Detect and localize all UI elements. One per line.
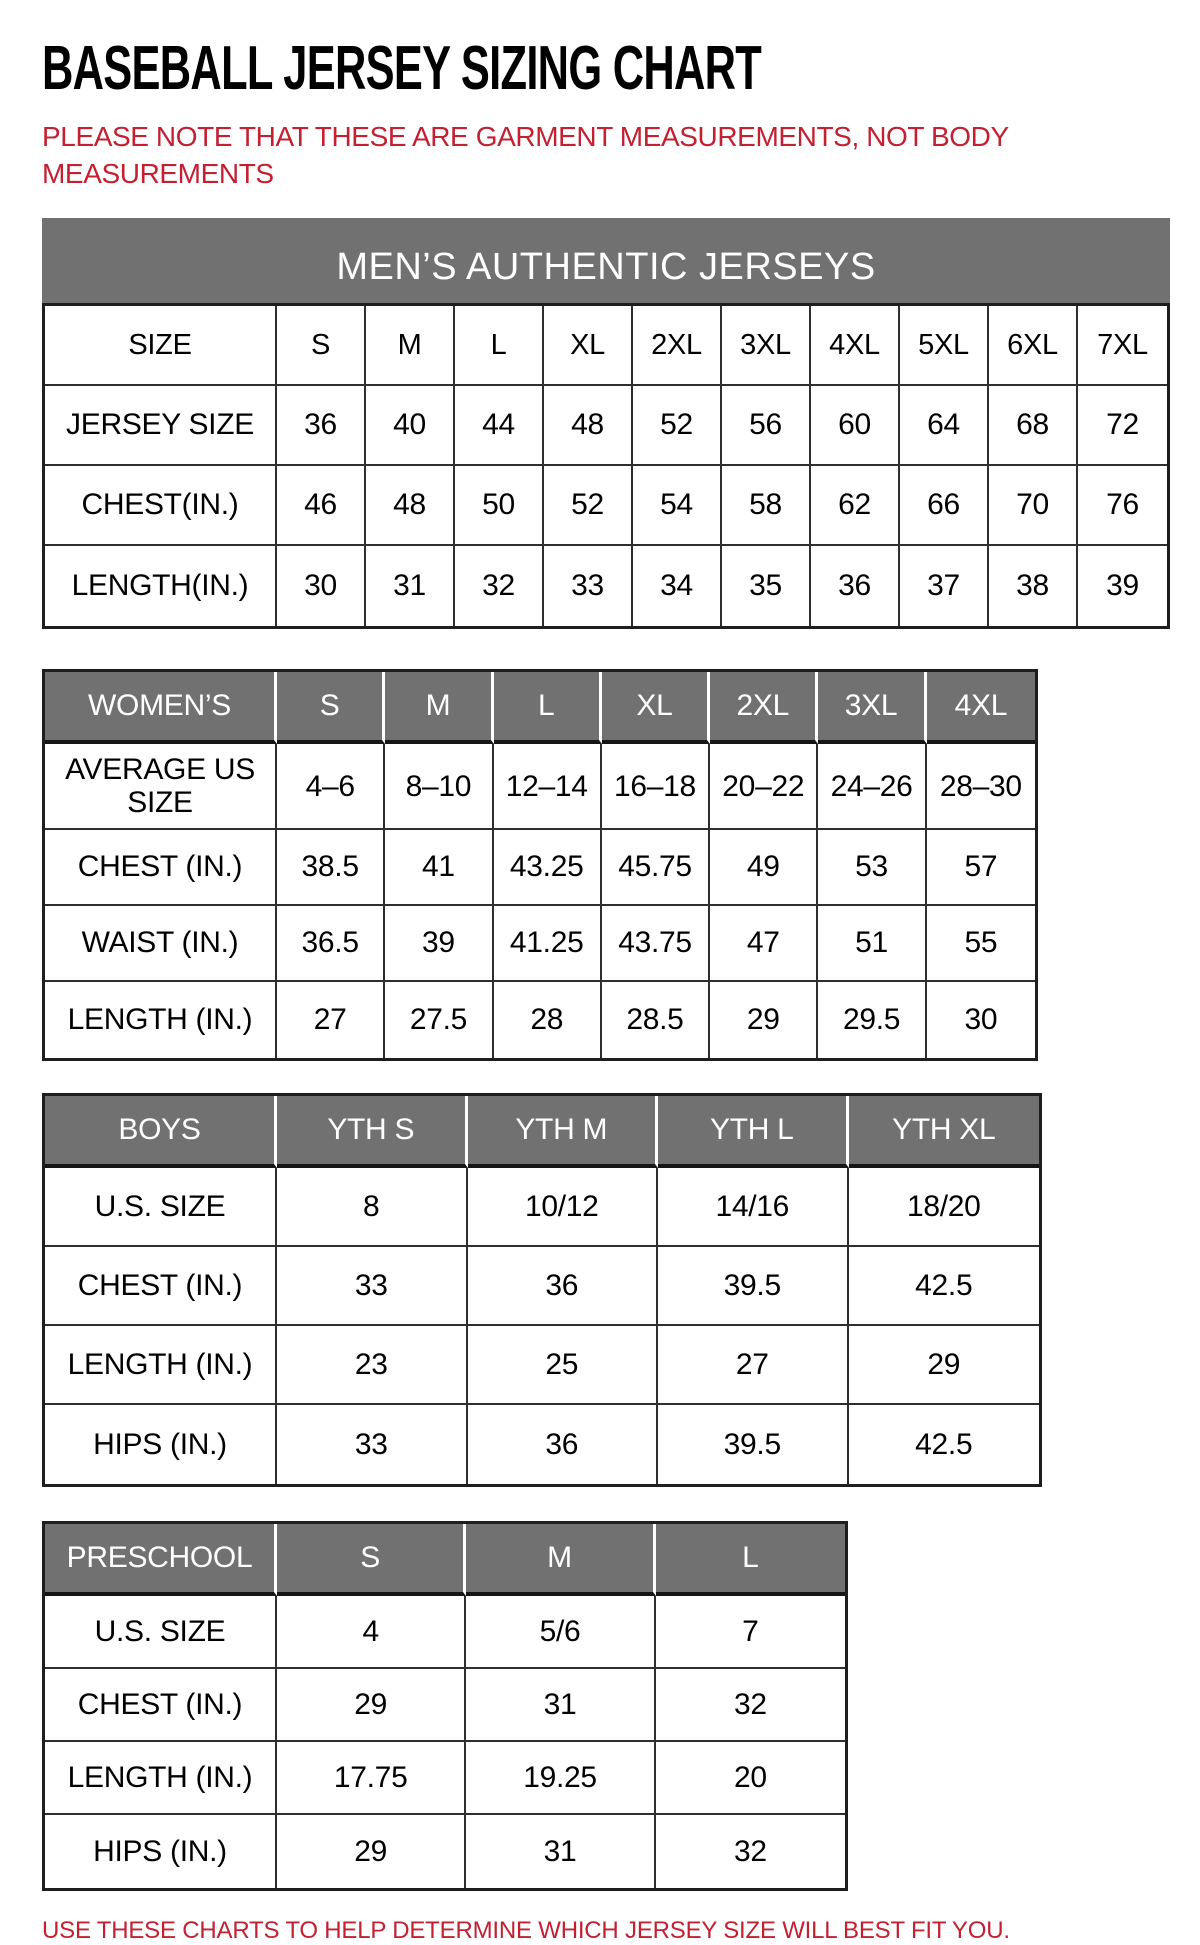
measurement-row <box>45 1815 845 1888</box>
size-column-header: YTH M <box>468 1096 659 1168</box>
value-cell: 29 <box>277 1815 466 1888</box>
size-column-header: YTH L <box>658 1096 849 1168</box>
value-cell: 19.25 <box>466 1742 655 1815</box>
value-cell: 68 <box>989 386 1078 466</box>
size-column-header: L <box>494 672 602 744</box>
value-cell: 56 <box>722 386 811 466</box>
size-column-header: S <box>277 672 385 744</box>
measurement-row <box>45 744 1035 830</box>
footer-text: USE THESE CHARTS TO HELP DETERMINE WHICH JERSEY SIZE WILL BEST FIT YOU. <box>42 1917 1010 1945</box>
measurement-row <box>45 982 1035 1058</box>
size-column-header: L <box>656 1524 845 1596</box>
value-cell: 43.25 <box>494 830 602 906</box>
size-column-header: M <box>385 672 493 744</box>
value-cell: 29 <box>849 1326 1040 1405</box>
value-cell: 25 <box>468 1326 659 1405</box>
value-cell: 28–30 <box>927 744 1035 830</box>
size-column-header: M <box>466 1524 655 1596</box>
value-cell: 39.5 <box>658 1405 849 1484</box>
value-cell: 24–26 <box>818 744 926 830</box>
measurement-row <box>45 830 1035 906</box>
value-cell: 18/20 <box>849 1168 1040 1247</box>
mens-section <box>42 218 1170 629</box>
measurement-row <box>45 546 1167 626</box>
value-cell: 58 <box>722 466 811 546</box>
value-cell: 16–18 <box>602 744 710 830</box>
table-title-cell: SIZE <box>45 306 277 386</box>
value-cell: 36 <box>468 1247 659 1326</box>
value-cell: 33 <box>277 1405 468 1484</box>
row-label-cell: LENGTH (IN.) <box>45 982 277 1058</box>
value-cell: 39.5 <box>658 1247 849 1326</box>
value-cell: 14/16 <box>658 1168 849 1247</box>
row-label-cell: HIPS (IN.) <box>45 1405 277 1484</box>
size-column-header: 3XL <box>722 306 811 386</box>
measurement-row <box>45 1247 1039 1326</box>
value-cell: 20–22 <box>710 744 818 830</box>
row-label-cell: U.S. SIZE <box>45 1168 277 1247</box>
size-column-header: S <box>277 306 366 386</box>
value-cell: 4 <box>277 1596 466 1669</box>
row-label-cell: U.S. SIZE <box>45 1596 277 1669</box>
womens-sizing-table <box>42 669 1038 1061</box>
value-cell: 47 <box>710 906 818 982</box>
value-cell: 46 <box>277 466 366 546</box>
row-label-cell: CHEST(IN.) <box>45 466 277 546</box>
value-cell: 44 <box>455 386 544 466</box>
size-column-header: YTH S <box>277 1096 468 1168</box>
value-cell: 48 <box>366 466 455 546</box>
row-label-cell: HIPS (IN.) <box>45 1815 277 1888</box>
value-cell: 12–14 <box>494 744 602 830</box>
measurement-row <box>45 906 1035 982</box>
mens-sizing-table <box>42 303 1170 629</box>
value-cell: 38.5 <box>277 830 385 906</box>
value-cell: 42.5 <box>849 1247 1040 1326</box>
value-cell: 38 <box>989 546 1078 626</box>
value-cell: 17.75 <box>277 1742 466 1815</box>
value-cell: 10/12 <box>468 1168 659 1247</box>
value-cell: 36 <box>811 546 900 626</box>
value-cell: 52 <box>544 466 633 546</box>
value-cell: 70 <box>989 466 1078 546</box>
value-cell: 27 <box>277 982 385 1058</box>
size-column-header: 4XL <box>811 306 900 386</box>
size-column-header: 4XL <box>927 672 1035 744</box>
value-cell: 5/6 <box>466 1596 655 1669</box>
size-column-header: L <box>455 306 544 386</box>
value-cell: 62 <box>811 466 900 546</box>
table-title-cell: BOYS <box>45 1096 277 1168</box>
value-cell: 34 <box>633 546 722 626</box>
size-column-header: 5XL <box>900 306 989 386</box>
boys-sizing-table <box>42 1093 1042 1487</box>
value-cell: 7 <box>656 1596 845 1669</box>
size-column-header: XL <box>544 306 633 386</box>
value-cell: 51 <box>818 906 926 982</box>
size-column-header: 2XL <box>710 672 818 744</box>
value-cell: 4–6 <box>277 744 385 830</box>
value-cell: 37 <box>900 546 989 626</box>
size-column-header: YTH XL <box>849 1096 1040 1168</box>
mens-table-banner: MEN’S AUTHENTIC JERSEYS <box>42 218 1170 303</box>
value-cell: 76 <box>1078 466 1167 546</box>
row-label-cell: WAIST (IN.) <box>45 906 277 982</box>
value-cell: 40 <box>366 386 455 466</box>
measurement-row <box>45 1742 845 1815</box>
value-cell: 39 <box>1106 569 1139 603</box>
measurement-row <box>45 386 1167 466</box>
value-cell: 8–10 <box>385 744 493 830</box>
value-cell: 29 <box>277 1669 466 1742</box>
garment-measurement-note: PLEASE NOTE THAT THESE ARE GARMENT MEASUREMENTS, NOT BODY MEASUREMENTS <box>42 121 1009 190</box>
value-cell: 55 <box>927 906 1035 982</box>
size-column-header: 2XL <box>633 306 722 386</box>
value-cell: 64 <box>900 386 989 466</box>
size-column-header: 3XL <box>818 672 926 744</box>
value-cell: 53 <box>818 830 926 906</box>
value-cell: 23 <box>277 1326 468 1405</box>
value-cell: 28 <box>494 982 602 1058</box>
preschool-sizing-table <box>42 1521 848 1891</box>
value-cell: 72 <box>1078 386 1167 466</box>
value-cell: 31 <box>366 546 455 626</box>
value-cell: 42.5 <box>915 1427 973 1461</box>
row-label-cell: JERSEY SIZE <box>45 386 277 466</box>
measurement-row <box>45 1596 845 1669</box>
size-column-header: M <box>366 306 455 386</box>
value-cell: 30 <box>277 546 366 626</box>
header-row <box>45 306 1167 386</box>
row-label-cell: AVERAGE US SIZE <box>45 744 277 830</box>
value-cell: 30 <box>964 1003 998 1037</box>
measurement-row <box>45 466 1167 546</box>
value-cell: 43.75 <box>602 906 710 982</box>
value-cell: 54 <box>633 466 722 546</box>
measurement-row <box>45 1168 1039 1247</box>
header-row <box>45 672 1035 744</box>
value-cell: 41.25 <box>494 906 602 982</box>
value-cell: 35 <box>722 546 811 626</box>
value-cell: 29 <box>710 982 818 1058</box>
value-cell: 36 <box>277 386 366 466</box>
size-column-header: XL <box>602 672 710 744</box>
value-cell: 32 <box>656 1669 845 1742</box>
value-cell: 57 <box>927 830 1035 906</box>
row-label-cell: LENGTH (IN.) <box>45 1326 277 1405</box>
value-cell: 45.75 <box>602 830 710 906</box>
page-title: BASEBALL JERSEY SIZING CHART <box>42 34 762 103</box>
value-cell: 28.5 <box>602 982 710 1058</box>
row-label-cell: LENGTH (IN.) <box>45 1742 277 1815</box>
size-column-header: 7XL <box>1078 306 1167 386</box>
value-cell: 48 <box>544 386 633 466</box>
value-cell: 32 <box>733 1834 767 1868</box>
row-label-cell: CHEST (IN.) <box>45 1669 277 1742</box>
value-cell: 33 <box>544 546 633 626</box>
value-cell: 66 <box>900 466 989 546</box>
value-cell: 33 <box>277 1247 468 1326</box>
table-title-cell: WOMEN’S <box>45 672 277 744</box>
size-column-header: S <box>277 1524 466 1596</box>
header-row <box>45 1096 1039 1168</box>
value-cell: 39 <box>385 906 493 982</box>
size-column-header: 6XL <box>989 306 1078 386</box>
value-cell: 60 <box>811 386 900 466</box>
value-cell: 20 <box>656 1742 845 1815</box>
value-cell: 36.5 <box>277 906 385 982</box>
value-cell: 49 <box>710 830 818 906</box>
value-cell: 29.5 <box>818 982 926 1058</box>
row-label-cell: LENGTH(IN.) <box>45 546 277 626</box>
value-cell: 27.5 <box>385 982 493 1058</box>
row-label-cell: CHEST (IN.) <box>45 830 277 906</box>
value-cell: 8 <box>277 1168 468 1247</box>
value-cell: 27 <box>658 1326 849 1405</box>
value-cell: 36 <box>468 1405 659 1484</box>
value-cell: 31 <box>466 1669 655 1742</box>
value-cell: 31 <box>466 1815 655 1888</box>
measurement-row <box>45 1326 1039 1405</box>
value-cell: 41 <box>385 830 493 906</box>
measurement-row <box>45 1669 845 1742</box>
row-label-cell: CHEST (IN.) <box>45 1247 277 1326</box>
value-cell: 52 <box>633 386 722 466</box>
value-cell: 50 <box>455 466 544 546</box>
table-title-cell: PRESCHOOL <box>45 1524 277 1596</box>
value-cell: 32 <box>455 546 544 626</box>
measurement-row <box>45 1405 1039 1484</box>
header-row <box>45 1524 845 1596</box>
